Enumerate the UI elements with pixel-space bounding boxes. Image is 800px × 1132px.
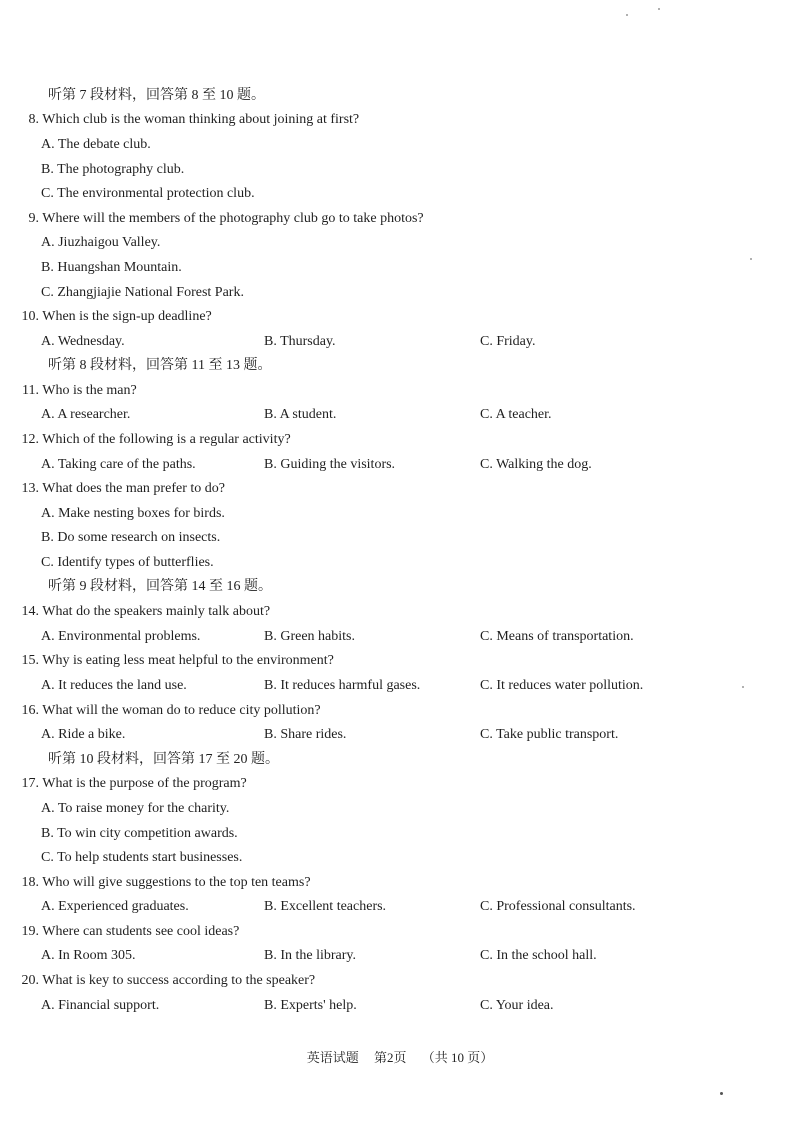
question-15: 15. Why is eating less meat helpful to the environment? [21,653,334,668]
section-heading-7: 听第 7 段材料，回答第 8 至 10 题。 [48,88,265,103]
question-18: 18. Who will give suggestions to the top ten teams? [21,875,311,890]
scan-speck [742,686,744,688]
question-16: 16. What will the woman do to reduce city pollution? [21,703,321,718]
q20-option-b: B. Experts' help. [264,998,357,1013]
q19-option-c: C. In the school hall. [480,948,597,963]
q15-option-b: B. It reduces harmful gases. [264,678,421,693]
q15-option-c: C. It reduces water pollution. [480,678,644,693]
q9-option-b: B. Huangshan Mountain. [41,260,182,275]
q8-option-c: C. The environmental protection club. [41,186,255,201]
section-heading-8: 听第 8 段材料，回答第 11 至 13 题。 [48,358,272,373]
question-13: 13. What does the man prefer to do? [21,481,225,496]
q8-option-a: A. The debate club. [41,137,151,152]
q13-option-b: B. Do some research on insects. [41,530,221,545]
scan-speck [626,14,628,16]
q12-option-b: B. Guiding the visitors. [264,457,396,472]
q12-option-c: C. Walking the dog. [480,457,592,472]
q9-option-a: A. Jiuzhaigou Valley. [41,235,161,250]
section-heading-9: 听第 9 段材料，回答第 14 至 16 题。 [48,579,272,594]
question-17: 17. What is the purpose of the program? [21,776,247,791]
q19-option-b: B. In the library. [264,948,357,963]
q13-option-c: C. Identify types of butterflies. [41,555,214,570]
q10-option-c: C. Friday. [480,334,536,349]
q16-option-a: A. Ride a bike. [41,727,126,742]
q18-option-b: B. Excellent teachers. [264,899,387,914]
question-9: 9. Where will the members of the photography club go to take photos? [28,211,424,226]
q19-option-a: A. In Room 305. [41,948,136,963]
q17-option-a: A. To raise money for the charity. [41,801,230,816]
q17-option-b: B. To win city competition awards. [41,826,238,841]
q17-option-c: C. To help students start businesses. [41,850,243,865]
q16-option-b: B. Share rides. [264,727,347,742]
question-10: 10. When is the sign-up deadline? [21,309,212,324]
q14-option-a: A. Environmental problems. [41,629,201,644]
q9-option-c: C. Zhangjiajie National Forest Park. [41,285,244,300]
q18-option-c: C. Professional consultants. [480,899,636,914]
q13-option-a: A. Make nesting boxes for birds. [41,506,225,521]
footer-page-number: 第2页 [373,1050,407,1065]
q16-option-c: C. Take public transport. [480,727,619,742]
scan-speck [720,1092,723,1095]
q10-option-b: B. Thursday. [264,334,336,349]
q20-option-c: C. Your idea. [480,998,554,1013]
q20-option-a: A. Financial support. [41,998,160,1013]
q11-option-c: C. A teacher. [480,407,552,422]
q11-option-a: A. A researcher. [41,407,131,422]
question-8: 8. Which club is the woman thinking about joining at first? [28,112,360,127]
question-14: 14. What do the speakers mainly talk about? [21,604,271,619]
q15-option-a: A. It reduces the land use. [41,678,187,693]
q8-option-b: B. The photography club. [41,162,185,177]
q14-option-b: B. Green habits. [264,629,355,644]
q10-option-a: A. Wednesday. [41,334,125,349]
question-11: 11. Who is the man? [22,383,137,398]
footer-total-pages: （共 10 页） [421,1050,494,1065]
footer-subject: 英语试题 [306,1050,359,1065]
scan-speck [750,258,752,260]
page-footer [0,1050,800,1066]
question-20: 20. What is key to success according to the speaker? [21,973,316,988]
section-heading-10: 听第 10 段材料，回答第 17 至 20 题。 [48,752,279,767]
question-12: 12. Which of the following is a regular activity? [21,432,291,447]
q12-option-a: A. Taking care of the paths. [41,457,196,472]
q11-option-b: B. A student. [264,407,337,422]
q14-option-c: C. Means of transportation. [480,629,634,644]
q18-option-a: A. Experienced graduates. [41,899,189,914]
scan-speck [658,8,660,10]
question-19: 19. Where can students see cool ideas? [21,924,240,939]
